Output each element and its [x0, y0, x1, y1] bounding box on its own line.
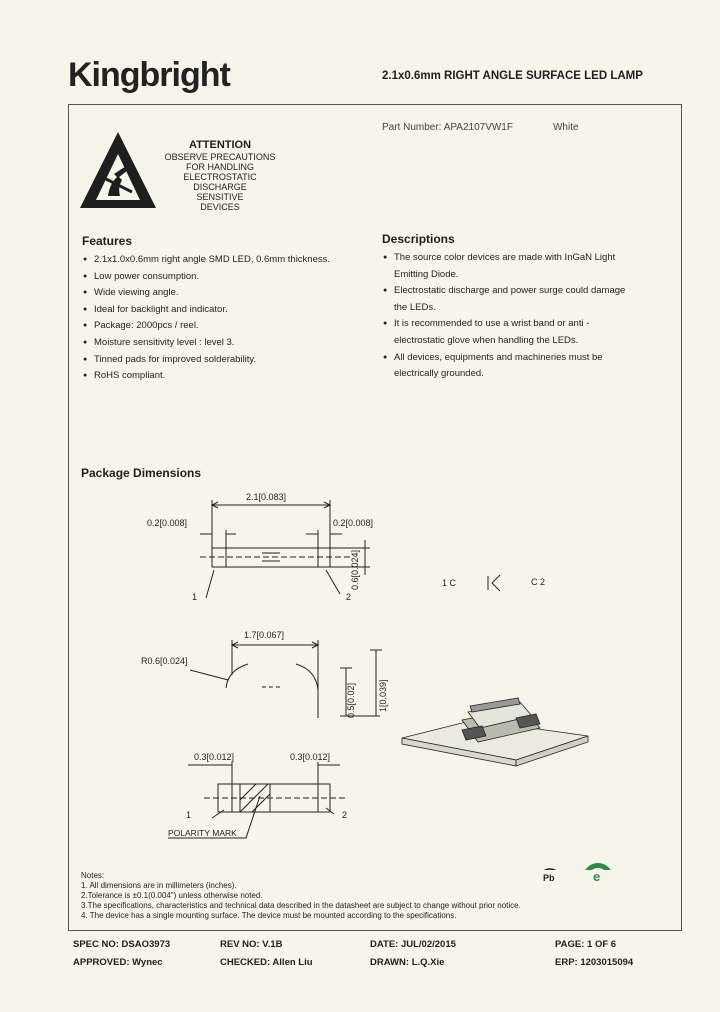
attention-heading: ATTENTION [188, 139, 252, 151]
rev-no: REV NO: V.1B [220, 939, 283, 950]
dim-left-margin: 0.2[0.008] [147, 518, 188, 528]
attention-line: SENSITIVE [196, 192, 244, 202]
document-title: 2.1x0.6mm RIGHT ANGLE SURFACE LED LAMP [382, 70, 643, 82]
note-line: 4. The device has a single mounting surface. The device must be mounted according to the specifications. [81, 911, 457, 920]
dim-pad-left: 0.3[0.012] [194, 752, 235, 762]
footer-row-1 [0, 939, 720, 953]
dim-width-mid: 1.7[0.067] [244, 630, 285, 640]
polarity-mark-label: POLARITY MARK [168, 828, 237, 838]
list-item-line: Emitting Diode. [394, 268, 459, 280]
note-line: 2.Tolerance is ±0.1(0.004") unless otherwise noted. [81, 891, 263, 900]
list-item: ● Ideal for backlight and indicator. [83, 302, 373, 319]
approved: APPROVED: Wynec [73, 957, 163, 968]
list-item: ● Package: 2000pcs / reel. [83, 318, 373, 335]
attention-line: DEVICES [200, 202, 240, 212]
circuit-c1: 1 C [442, 578, 457, 588]
page-number: PAGE: 1 OF 6 [555, 939, 617, 950]
list-item-line: the LEDs. [394, 301, 436, 313]
list-item: ● Tinned pads for improved solderability. [83, 352, 373, 369]
list-item-line: ● Electrostatic discharge and power surge could damage [394, 285, 626, 297]
list-item-line: ● All devices, equipments and machineries must be [394, 351, 603, 363]
lead-free-icon [539, 869, 561, 870]
bottom-pin-2-label: 2 [342, 810, 348, 820]
attention-line: OBSERVE PRECAUTIONS [164, 152, 276, 162]
note-line: 3.The specifications, characteristics and technical data described in the datasheet are subject to change without prior notice. [81, 901, 521, 910]
checked: CHECKED: Allen Liu [220, 957, 313, 968]
date: DATE: JUL/02/2015 [370, 939, 456, 950]
dim-h1: 1[0.039] [378, 679, 388, 712]
e-logo-text: e [593, 869, 601, 884]
part-color: White [552, 122, 579, 133]
list-item: ● Moisture sensitivity level : level 3. [83, 335, 373, 352]
list-item-line: electrostatic glove when handling the LEDs. [394, 334, 579, 346]
list-item-line: electrically grounded. [394, 368, 484, 380]
list-item-line: ● The source color devices are made with InGaN Light [394, 252, 616, 263]
notes [81, 871, 601, 921]
package-dimensions-title: Package Dimensions [81, 466, 202, 480]
notes-title: Notes: [81, 871, 105, 880]
pin-1-label: 1 [192, 592, 198, 602]
list-item: ● Low power consumption. [83, 269, 373, 286]
note-line: 1. All dimensions are in millimeters (inches). [81, 881, 237, 890]
list-item: ● RoHS compliant. [83, 368, 373, 385]
circuit-c2: C 2 [531, 577, 546, 587]
descriptions-title: Descriptions [382, 232, 455, 246]
dim-pad-right: 0.3[0.012] [290, 752, 331, 762]
pin-2-label: 2 [346, 592, 352, 602]
dim-h05: 0.5[0.02] [346, 682, 356, 718]
dim-radius: R0.6[0.024] [141, 656, 188, 666]
dim-height-small: 0.6[0.024] [350, 549, 360, 590]
erp: ERP: 1203015094 [555, 957, 634, 968]
attention-line: ELECTROSTATIC [183, 172, 257, 182]
drawn: DRAWN: L.Q.Xie [370, 957, 445, 968]
list-item: ● Wide viewing angle. [83, 285, 373, 302]
brand-logo: Kingbright [68, 56, 230, 94]
part-number: Part Number: APA2107VW1F [382, 122, 513, 133]
footer-row-2 [0, 957, 720, 971]
bottom-pin-1-label: 1 [186, 810, 192, 820]
dim-right-margin: 0.2[0.008] [333, 518, 374, 528]
dim-top-width: 2.1[0.083] [246, 492, 287, 502]
attention-line: FOR HANDLING [185, 162, 254, 172]
features-title: Features [82, 234, 133, 248]
list-item: ● 2.1x1.0x0.6mm right angle SMD LED, 0.6mm thickness. [83, 252, 373, 269]
pb-logo-text: Pb [543, 873, 555, 883]
attention-line: DISCHARGE [193, 182, 247, 192]
spec-no: SPEC NO: DSAO3973 [73, 939, 171, 950]
list-item-line: ● It is recommended to use a wrist band or anti - [394, 318, 590, 330]
